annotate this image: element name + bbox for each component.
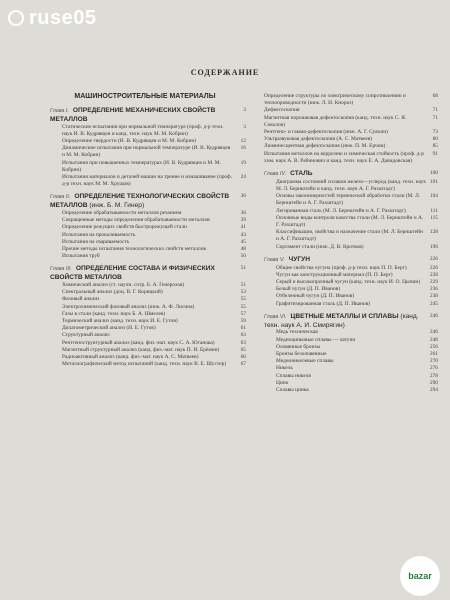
toc-entry-text: Цинк bbox=[276, 379, 289, 386]
chapter-title: ОПРЕДЕЛЕНИЕ СОСТАВА И ФИЗИЧЕСКИХ СВОЙСТВ МЕТАЛЛОВ bbox=[50, 265, 215, 282]
toc-entry-text: Рентгено- и гамма-дефектоскопия (инж. А. Г. Суяхин) bbox=[264, 129, 388, 136]
toc-entry-text: Испытания на свариваемость bbox=[62, 238, 130, 245]
stamp-text: bazar bbox=[408, 571, 432, 581]
toc-entry bbox=[56, 311, 246, 318]
toc-entry bbox=[258, 151, 438, 165]
chapter-entries bbox=[44, 282, 246, 368]
chapter bbox=[44, 107, 246, 188]
toc-entry-page: 128 bbox=[429, 229, 438, 236]
toc-entry-page: 3 bbox=[243, 123, 246, 130]
toc-entry-text: Прочие методы испытания технологических свойств металлов bbox=[62, 246, 206, 253]
toc-entry-text: Ультразвуковая дефектоскопия (А. С. Матвеев) bbox=[264, 136, 373, 143]
right-top-entries bbox=[258, 93, 438, 165]
toc-entry-page: 236 bbox=[429, 286, 438, 293]
toc-entry-page: 67 bbox=[240, 361, 246, 368]
chapter-entries bbox=[258, 329, 438, 394]
chapter bbox=[44, 193, 246, 260]
chapter-title-line bbox=[50, 107, 234, 124]
chapter-page: 36 bbox=[240, 193, 246, 200]
toc-entry bbox=[56, 296, 246, 303]
toc-entry-page: 246 bbox=[429, 329, 438, 336]
toc-entry-page: 111 bbox=[430, 207, 438, 214]
toc-entry-page: 248 bbox=[429, 336, 438, 343]
toc-entry bbox=[270, 301, 438, 308]
chapter-label: Глава V. bbox=[264, 256, 285, 263]
toc-entry-text: Медноникелевые сплавы bbox=[276, 358, 334, 365]
toc-entry-page: 80 bbox=[432, 136, 438, 143]
chapter-label: Глава VI. bbox=[264, 313, 287, 320]
toc-entry-text: Общие свойства чугуна (проф. д-р техн. наук П. П. Берг) bbox=[276, 264, 407, 271]
toc-entry-text: Классификация, свойства и назначение стали (М. Л. Бернштейн и А. Г. Рахштадт) bbox=[276, 229, 423, 243]
toc-entry bbox=[56, 340, 246, 347]
toc-entry-page: 115 bbox=[430, 214, 438, 221]
toc-entry-page: 245 bbox=[429, 300, 438, 307]
toc-entry-page: 68 bbox=[432, 93, 438, 99]
chapter-title: ЧУГУН bbox=[288, 255, 310, 263]
chapter-page: 51 bbox=[240, 265, 246, 272]
toc-entry-page: 39 bbox=[240, 217, 246, 224]
toc-entry-text: Химический анализ (ст. научн. сотр. Б. А. Генерозов) bbox=[62, 282, 185, 289]
chapter-entries bbox=[258, 265, 438, 308]
toc-entry-page: 294 bbox=[429, 387, 438, 394]
toc-entry-text: Электрохимический фазовый анализ (инж. А. Ф. Лисина) bbox=[62, 303, 195, 310]
toc-entry bbox=[270, 293, 438, 300]
toc-entry bbox=[270, 215, 438, 229]
toc-entry-page: 226 bbox=[429, 264, 438, 271]
right-column bbox=[258, 93, 438, 398]
chapter-page: 246 bbox=[429, 312, 438, 319]
toc-entry-text: Испытания на прокаливаемость bbox=[62, 231, 136, 238]
toc-entry-text: Люминесцентная дефектоскопия (инж. П. М. Ерчин) bbox=[264, 143, 386, 150]
toc-entry-page: 229 bbox=[429, 279, 438, 286]
toc-entry bbox=[270, 387, 438, 394]
chapter bbox=[44, 265, 246, 368]
toc-entry-page: 41 bbox=[240, 224, 246, 231]
chapter-label: Глава I. bbox=[50, 108, 69, 114]
toc-entry bbox=[270, 373, 438, 380]
toc-entry-text: Белый чугун (Д. П. Иванов) bbox=[276, 286, 341, 293]
toc-entry bbox=[56, 174, 246, 188]
toc-entry-text: Радиоактивный анализ (канд. физ.-мат. наук А. С. Матвеев) bbox=[62, 354, 199, 361]
toc-entry bbox=[270, 365, 438, 372]
toc-entry bbox=[56, 332, 246, 339]
toc-entry-page: 59 bbox=[240, 318, 246, 325]
chapter-author: (канд. техн. наук А. И. Смирягин) bbox=[264, 312, 419, 329]
toc-entry-page: 51 bbox=[240, 282, 246, 289]
section-title: МАШИНОСТРОИТЕЛЬНЫЕ МАТЕРИАЛЫ bbox=[74, 93, 216, 100]
toc-entry bbox=[270, 193, 438, 207]
toc-entry-text: Легированная сталь (М. Л. Бернштейн и А. Г. Рахштадт) bbox=[276, 207, 406, 214]
chapter bbox=[258, 170, 438, 251]
toc-entry-page: 91 bbox=[432, 150, 438, 157]
toc-entry-page: 101 bbox=[429, 178, 438, 185]
toc-entry bbox=[56, 239, 246, 246]
chapter-title: СТАЛЬ bbox=[290, 170, 313, 178]
toc-entry-page: 71 bbox=[432, 107, 438, 114]
toc-entry-text: Спектральный анализ (доц. В. Г. Корицкий) bbox=[62, 289, 163, 296]
toc-entry-text: Графитизированная сталь (Д. П. Иванов) bbox=[276, 300, 370, 307]
toc-entry-page: 12 bbox=[240, 138, 246, 144]
toc-entry-text: Сплавы цинка bbox=[276, 387, 309, 394]
toc-entry-text: Рентгеноструктурный анализ (канд. физ.-мат. наук С. А. Юганова) bbox=[62, 339, 215, 346]
toc-entry-text: Сокращенные методы определения обрабатываемости металлов bbox=[62, 217, 210, 224]
toc-entry bbox=[270, 229, 438, 243]
chapter-title-line bbox=[50, 193, 234, 210]
chapter bbox=[258, 313, 438, 394]
toc-entry-text: Металлографический метод испытаний (канд. техн. наук В. Е. Шустер) bbox=[62, 361, 227, 368]
chapter-entries bbox=[44, 124, 246, 189]
chapter-title: ОПРЕДЕЛЕНИЕ МЕХАНИЧЕСКИХ СВОЙСТВ МЕТАЛЛОВ bbox=[50, 107, 216, 123]
toc-entry-text: Диаграмма состояний сплавов железо—углерод (канд. техн. наук М. Л. Бернштейн и канд. техн. наук А. Г. Рахштадт) bbox=[276, 178, 426, 193]
chapter-label: Глава IV. bbox=[264, 171, 287, 178]
toc-entry-page: 63 bbox=[240, 332, 246, 339]
toc-entry-page: 63 bbox=[240, 339, 246, 346]
toc-entry-text: Динамические испытания при нормальной температуре (И. В. Кудрявцев и М. М. Кобрин) bbox=[62, 145, 231, 159]
chapter-header bbox=[44, 193, 246, 210]
toc-entry bbox=[270, 337, 438, 344]
toc-entry-text: Испытания при повышенных температурах (И. В. Кудрявцев и М. М. Кобрин) bbox=[62, 159, 221, 173]
toc-entry-text: Магнитная порошковая дефектоскопия (канд. техн. наук С. Я. Соколов) bbox=[264, 114, 407, 128]
toc-entry bbox=[270, 344, 438, 351]
toc-entry bbox=[56, 124, 246, 138]
chapter-header bbox=[258, 256, 438, 265]
toc-entry-text: Испытания материалов и деталей машин на трение и изнашивание (проф. д-р техн. наук М. М. Хрущов) bbox=[62, 174, 232, 188]
right-chapters bbox=[258, 170, 438, 394]
toc-entry-text: Основные виды контроля качества стали (М. Л. Бернштейн и А. Г. Рахштадт) bbox=[276, 214, 424, 229]
toc-entry-page: 238 bbox=[429, 293, 438, 300]
toc-entry-text: Определение твердости (И. В. Кудрявцев и М. М. Кобрин) bbox=[62, 138, 197, 144]
toc-entry bbox=[56, 304, 246, 311]
toc-entry-page: 55 bbox=[240, 296, 246, 303]
toc-entry-page: 276 bbox=[429, 365, 438, 372]
chapter-title: ЦВЕТНЫЕ МЕТАЛЛЫ И СПЛАВЫ bbox=[290, 312, 399, 320]
toc-entry-text: Статические испытания при нормальной температуре (проф. д-р техн. наук И. В. Кудрявцев и канд. техн. наук М. М. Кобрин) bbox=[62, 123, 224, 137]
toc-entry-page: 196 bbox=[429, 243, 438, 250]
chapter-header bbox=[44, 265, 246, 282]
toc-entry-text: Определение обрабатываемости металлов резанием bbox=[62, 210, 182, 217]
chapter-entries bbox=[44, 210, 246, 260]
toc-entry bbox=[270, 358, 438, 365]
chapter-header bbox=[258, 313, 438, 330]
toc-entry-page: 36 bbox=[240, 210, 246, 217]
toc-entry-text: Бронзы безоловянные bbox=[276, 351, 327, 358]
toc-entry bbox=[270, 244, 438, 251]
toc-entry bbox=[258, 107, 438, 114]
toc-entry-text: Основы закономерностей термической обработки стали (М. Л. Бернштейн и А. Г. Рахштадт) bbox=[276, 193, 421, 207]
chapter-title-line bbox=[264, 170, 426, 179]
toc-entry bbox=[56, 145, 246, 159]
toc-entry bbox=[56, 347, 246, 354]
chapter-page: 3 bbox=[243, 107, 246, 113]
toc-entry-text: Медноцинковые сплавы — латуни bbox=[276, 336, 356, 343]
toc-entry-page: 66 bbox=[240, 354, 246, 361]
toc-entry-text: Серый и высокопрочный чугун (канд. техн. наук И. О. Цыпин) bbox=[276, 279, 421, 286]
toc-entry-text: Определение структуры по электрическому сопротивлению и теплопроводности (инж. Л. И. Кнороз) bbox=[264, 93, 406, 107]
toc-entry bbox=[270, 265, 438, 272]
toc-entry-page: 16 bbox=[240, 145, 246, 152]
watermark-logo bbox=[8, 6, 97, 30]
chapter-title-line bbox=[50, 265, 234, 282]
toc-entry bbox=[270, 380, 438, 387]
toc-entry-page: 104 bbox=[429, 193, 438, 200]
toc-entry-text: Отбеленный чугун (Д. П. Иванов) bbox=[276, 293, 355, 300]
toc-entry bbox=[270, 272, 438, 279]
toc-entry-text: Дилатометрический анализ (И. Е. Гутов) bbox=[62, 325, 156, 332]
toc-entry bbox=[258, 93, 438, 107]
toc-entry-text: Определение режущих свойств быстрорежущей стали bbox=[62, 224, 187, 231]
toc-entry bbox=[270, 208, 438, 215]
toc-entry-text: Фазовый анализ bbox=[62, 296, 100, 303]
toc-entry-page: 65 bbox=[240, 346, 246, 353]
watermark-stamp bbox=[400, 556, 440, 596]
chapter-entries bbox=[258, 179, 438, 251]
toc-entry-page: 45 bbox=[240, 238, 246, 245]
toc-entry-page: 48 bbox=[240, 246, 246, 253]
toc-entry-text: Оловянные бронзы bbox=[276, 343, 321, 350]
watermark-circle-icon bbox=[8, 10, 24, 26]
toc-entry bbox=[56, 160, 246, 174]
chapter-title-line bbox=[264, 313, 426, 330]
toc-entry-text: Магнитный структурный анализ (канд. физ.-мат. наук П. И. Ерёмин) bbox=[62, 346, 220, 353]
toc-entry-page: 290 bbox=[429, 379, 438, 386]
toc-entry-page: 50 bbox=[240, 253, 246, 260]
toc-entry bbox=[270, 329, 438, 336]
chapter-label: Глава II. bbox=[50, 194, 71, 201]
toc-entry-page: 24 bbox=[240, 174, 246, 181]
left-column bbox=[44, 93, 246, 372]
toc-entry-page: 256 bbox=[429, 343, 438, 350]
chapter-header bbox=[258, 170, 438, 179]
toc-entry-page: 43 bbox=[240, 231, 246, 238]
toc-entry-page: 19 bbox=[240, 159, 246, 166]
chapter-label: Глава III. bbox=[50, 266, 72, 273]
toc-entry-page: 73 bbox=[432, 129, 438, 136]
chapter-page: 226 bbox=[429, 255, 438, 262]
left-chapters bbox=[44, 107, 246, 368]
chapter-header bbox=[44, 107, 246, 124]
toc-entry bbox=[56, 361, 246, 368]
toc-entry-text: Медь техническая bbox=[276, 329, 318, 336]
toc-entry-page: 57 bbox=[240, 310, 246, 317]
toc-entry bbox=[258, 143, 438, 150]
chapter-title: ОПРЕДЕЛЕНИЕ ТЕХНОЛОГИЧЕСКИХ СВОЙСТВ МЕТАЛЛОВ bbox=[50, 193, 230, 210]
toc-entry-text: Чугун как конструкционный материал (П. П. Берг) bbox=[276, 271, 393, 278]
toc-entry-text: Дефектоскопия bbox=[264, 107, 300, 114]
toc-entry bbox=[270, 179, 438, 193]
chapter-title-line bbox=[264, 256, 426, 265]
toc-entry bbox=[270, 351, 438, 358]
toc-entry-page: 71 bbox=[432, 114, 438, 121]
watermark-text: ruse05 bbox=[29, 6, 97, 29]
toc-entry-text: Газы в стали (канд. техн. наук Б. А. Шмелев) bbox=[62, 310, 166, 317]
toc-entry-page: 85 bbox=[432, 143, 438, 150]
chapter-page: 100 bbox=[429, 170, 438, 177]
toc-entry-text: Сплавы никеля bbox=[276, 372, 311, 379]
toc-entry-page: 278 bbox=[429, 372, 438, 379]
toc-entry-page: 61 bbox=[240, 325, 246, 332]
toc-entry-text: Структурный анализ bbox=[62, 332, 110, 339]
toc-entry-page: 270 bbox=[429, 358, 438, 365]
chapter bbox=[258, 256, 438, 308]
page-heading: СОДЕРЖАНИЕ bbox=[190, 68, 260, 77]
toc-entry-page: 261 bbox=[429, 351, 438, 358]
toc-entry-text: Сортамент стали (инж. Д. В. Кротков) bbox=[276, 243, 364, 250]
toc-entry-text: Испытания металлов на коррозию и химическая стойкость (проф. д-р хим. наук А. В. Рабинович и канд. техн. наук Е. А. Давидовская) bbox=[264, 150, 424, 164]
toc-entry bbox=[56, 224, 246, 231]
toc-entry bbox=[56, 232, 246, 239]
toc-entry-page: 55 bbox=[240, 303, 246, 310]
toc-entry bbox=[258, 115, 438, 129]
toc-entry bbox=[56, 253, 246, 260]
toc-entry-page: 53 bbox=[240, 289, 246, 296]
toc-entry-text: Никель bbox=[276, 365, 293, 372]
toc-entry-text: Испытания труб bbox=[62, 253, 100, 260]
toc-entry-page: 228 bbox=[429, 271, 438, 278]
toc-entry-text: Термический анализ (канд. техн. наук И. Е. Гутов) bbox=[62, 318, 178, 325]
chapter-author: (инж. Б. М. Гинер) bbox=[89, 202, 145, 210]
